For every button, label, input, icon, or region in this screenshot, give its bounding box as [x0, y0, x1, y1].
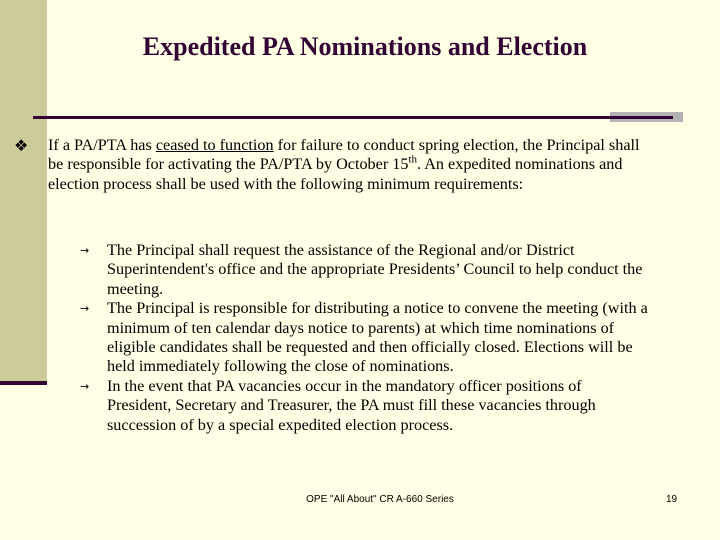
- intro-superscript: th: [408, 154, 418, 167]
- intro-text-3: . An expedited nominations and election process shall be used with the following minimum requirements:: [48, 155, 623, 193]
- intro-paragraph: [48, 136, 648, 194]
- list-item: [80, 377, 648, 435]
- list-item: [80, 241, 648, 299]
- page-number: 19: [666, 494, 678, 505]
- arrow-bullet-icon: →: [80, 244, 90, 257]
- list-item-text: In the event that PA vacancies occur in the mandatory officer positions of President, Secretary and Treasurer, the PA must fill these vacancies through succession of by a special expedited election process.: [107, 376, 596, 434]
- requirements-list: [80, 241, 648, 435]
- intro-underlined-phrase: ceased to function: [155, 136, 274, 154]
- left-decorative-bar: [0, 0, 47, 382]
- intro-text-2: for failure to conduct spring election, the Principal shall be responsible for activating the PA/PTA by October 15: [48, 136, 640, 174]
- slide-title: Expedited PA Nominations and Election: [142, 32, 588, 61]
- intro-text-1: If a PA/PTA has: [48, 136, 156, 154]
- list-item-text: The Principal shall request the assistance of the Regional and/or District Superintendent's office and the appropriate Presidents’ Council to help conduct the meeting.: [107, 241, 643, 298]
- footer-text: OPE "All About" CR A-660 Series: [306, 494, 454, 505]
- title-divider: [33, 116, 673, 119]
- left-bar-accent-line: [0, 381, 47, 385]
- arrow-bullet-icon: →: [80, 379, 90, 393]
- diamond-bullet-icon: ❖: [14, 136, 29, 155]
- list-item-text: The Principal is responsible for distributing a notice to convene the meeting (with a minimum of ten calendar days notice to parents) at which time nominations of eligible candidates shall be requested and then officially closed. Elections will be held immediately following the close of nominations.: [107, 299, 648, 376]
- arrow-bullet-icon: →: [80, 302, 90, 316]
- list-item: [80, 299, 648, 377]
